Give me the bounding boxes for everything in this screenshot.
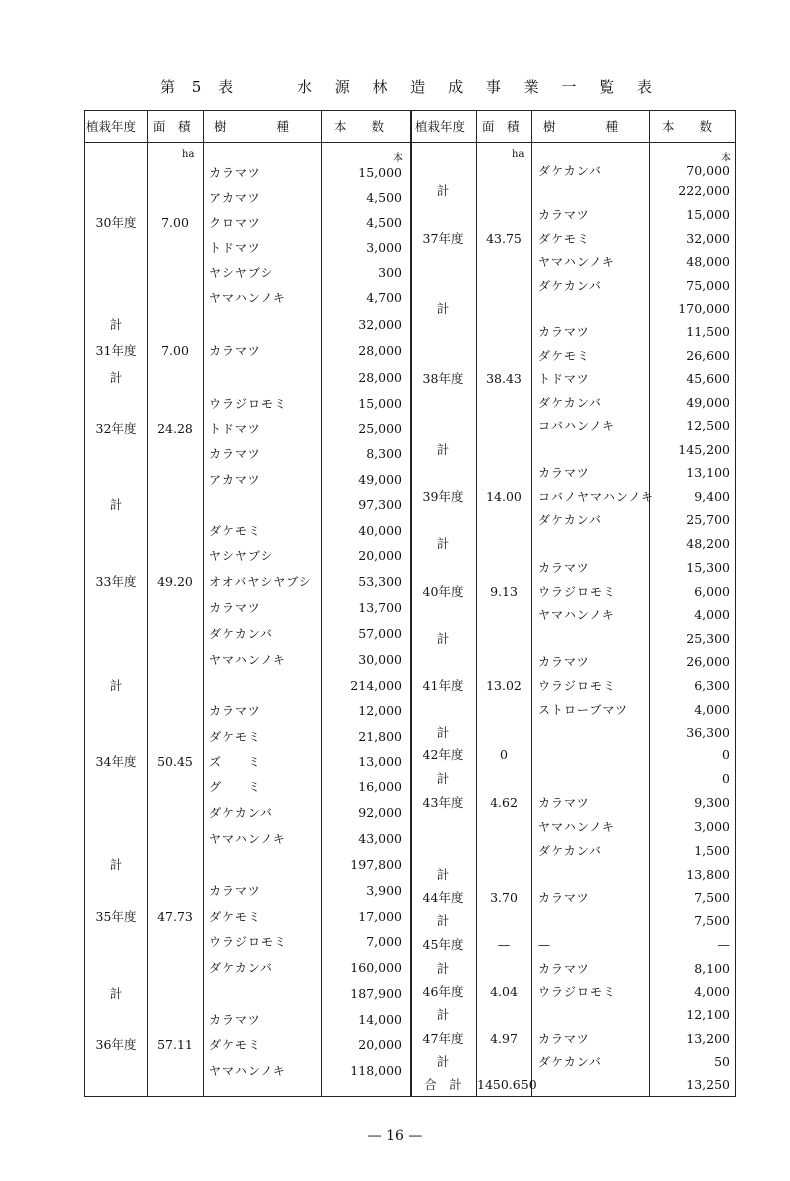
right-year-cell: 47年度 xyxy=(422,1031,464,1046)
left-count-cell: 21,800 xyxy=(358,729,402,744)
right-year-cell: 計 xyxy=(436,961,450,976)
right-species-cell: カラマツ xyxy=(538,1032,590,1046)
right-count-cell: 49,000 xyxy=(686,395,730,410)
right-count-cell: 7,500 xyxy=(694,890,730,905)
right-species-cell: ダケカンバ xyxy=(538,844,602,858)
column-line xyxy=(147,110,148,1097)
left-count-cell: 300 xyxy=(378,265,402,280)
right-species-cell: カラマツ xyxy=(538,796,590,810)
right-area-cell: 14.00 xyxy=(486,489,522,504)
right-year-cell: 計 xyxy=(436,536,450,551)
right-species-cell: ストローブマツ xyxy=(538,703,629,717)
left-count-cell: 197,800 xyxy=(350,857,402,872)
right-area-cell: 0 xyxy=(500,747,508,762)
right-count-cell: 15,300 xyxy=(686,560,730,575)
right-count-cell: 26,600 xyxy=(686,348,730,363)
right-count-cell: 48,200 xyxy=(686,536,730,551)
right-area-cell: 4.04 xyxy=(490,984,518,999)
left-species-cell: ズ ミ xyxy=(209,755,262,769)
right-year-cell: 42年度 xyxy=(422,747,464,762)
left-count-cell: 28,000 xyxy=(358,343,402,358)
header-count-left: 本 数 xyxy=(334,119,385,134)
left-count-cell: 97,300 xyxy=(358,497,402,512)
header-count-right: 本 数 xyxy=(662,119,713,134)
left-count-cell: 16,000 xyxy=(358,779,402,794)
left-species-cell: ダケモミ xyxy=(209,1038,262,1052)
right-year-cell: 計 xyxy=(436,867,450,882)
unit-ha-right: ha xyxy=(512,149,525,160)
left-year-cell: 36年度 xyxy=(95,1037,137,1052)
right-year-cell: 38年度 xyxy=(422,371,464,386)
left-count-cell: 20,000 xyxy=(358,548,402,563)
left-count-cell: 17,000 xyxy=(358,909,402,924)
right-count-cell: 6,000 xyxy=(694,584,730,599)
right-year-cell: 40年度 xyxy=(422,584,464,599)
left-count-cell: 40,000 xyxy=(358,523,402,538)
left-species-cell: トドマツ xyxy=(209,422,261,436)
right-count-cell: 45,600 xyxy=(686,371,730,386)
right-count-cell: 8,100 xyxy=(694,961,730,976)
right-area-cell: 43.75 xyxy=(486,231,522,246)
right-year-cell: 39年度 xyxy=(422,489,464,504)
left-year-cell: 計 xyxy=(109,370,123,385)
left-count-cell: 160,000 xyxy=(350,960,402,975)
right-year-cell: 45年度 xyxy=(422,937,464,952)
right-species-cell: ヤマハンノキ xyxy=(538,608,615,622)
left-year-cell: 計 xyxy=(109,678,123,693)
right-species-cell: ダケカンバ xyxy=(538,396,602,410)
right-species-cell: カラマツ xyxy=(538,466,590,480)
left-species-cell: カラマツ xyxy=(209,1013,261,1027)
left-count-cell: 49,000 xyxy=(358,472,402,487)
right-count-cell: 12,500 xyxy=(686,418,730,433)
right-count-cell: 222,000 xyxy=(678,183,730,198)
table-title: 水 源 林 造 成 事 業 一 覧 表 xyxy=(297,78,661,96)
left-species-cell: ウラジロモミ xyxy=(209,397,288,411)
left-species-cell: カラマツ xyxy=(209,704,261,718)
right-species-cell: ダケカンバ xyxy=(538,1055,602,1069)
left-species-cell: ヤマハンノキ xyxy=(209,1064,286,1078)
left-count-cell: 187,900 xyxy=(350,986,402,1001)
left-count-cell: 14,000 xyxy=(358,1012,402,1027)
left-count-cell: 8,300 xyxy=(366,446,402,461)
left-count-cell: 15,000 xyxy=(358,165,402,180)
right-year-cell: 計 xyxy=(436,442,450,457)
left-species-cell: グ ミ xyxy=(209,780,262,794)
right-count-cell: 145,200 xyxy=(678,442,730,457)
left-species-cell: カラマツ xyxy=(209,344,261,358)
left-count-cell: 57,000 xyxy=(358,626,402,641)
left-area-cell: 7.00 xyxy=(161,343,189,358)
right-count-cell: 0 xyxy=(722,747,730,762)
right-area-cell: — xyxy=(497,937,511,952)
left-area-cell: 49.20 xyxy=(157,574,193,589)
left-species-cell: アカマツ xyxy=(209,191,261,205)
right-year-cell: 44年度 xyxy=(422,890,464,905)
right-species-cell: カラマツ xyxy=(538,891,590,905)
right-species-cell: トドマツ xyxy=(538,372,590,386)
right-species-cell: ヤマハンノキ xyxy=(538,255,615,269)
left-year-cell: 31年度 xyxy=(95,343,137,358)
left-count-cell: 25,000 xyxy=(358,421,402,436)
right-species-cell: カラマツ xyxy=(538,325,590,339)
left-species-cell: ヤシヤブシ xyxy=(209,266,274,280)
unit-ha-left: ha xyxy=(182,149,195,160)
left-species-cell: ヤマハンノキ xyxy=(209,653,286,667)
right-count-cell: 3,000 xyxy=(694,819,730,834)
left-species-cell: ヤシヤブシ xyxy=(209,549,274,563)
left-area-cell: 47.73 xyxy=(157,909,193,924)
left-count-cell: 214,000 xyxy=(350,678,402,693)
right-count-cell: 25,300 xyxy=(686,631,730,646)
right-year-cell: 計 xyxy=(436,913,450,928)
right-year-cell: 41年度 xyxy=(422,678,464,693)
right-year-cell: 計 xyxy=(436,301,450,316)
right-species-cell: ウラジロモミ xyxy=(538,679,617,693)
right-species-cell: カラマツ xyxy=(538,962,590,976)
right-area-cell: 4.62 xyxy=(490,795,518,810)
right-count-cell: 0 xyxy=(722,771,730,786)
right-species-cell: ダケカンバ xyxy=(538,513,602,527)
left-species-cell: ダケカンバ xyxy=(209,806,273,820)
left-count-cell: 12,000 xyxy=(358,703,402,718)
left-area-cell: 7.00 xyxy=(161,215,189,230)
left-count-cell: 118,000 xyxy=(350,1063,402,1078)
right-count-cell: 70,000 xyxy=(686,163,730,178)
right-count-cell: 9,400 xyxy=(694,489,730,504)
left-year-cell: 32年度 xyxy=(95,421,137,436)
left-year-cell: 34年度 xyxy=(95,754,137,769)
left-count-cell: 7,000 xyxy=(366,934,402,949)
right-species-cell: ダケカンバ xyxy=(538,164,602,178)
right-count-cell: 4,000 xyxy=(694,607,730,622)
right-species-cell: ウラジロモミ xyxy=(538,585,617,599)
left-area-cell: 24.28 xyxy=(157,421,193,436)
right-year-cell: 合 計 xyxy=(424,1077,462,1092)
left-year-cell: 30年度 xyxy=(95,215,137,230)
left-species-cell: カラマツ xyxy=(209,601,261,615)
left-count-cell: 15,000 xyxy=(358,396,402,411)
right-count-cell: 4,000 xyxy=(694,984,730,999)
right-count-cell: 75,000 xyxy=(686,278,730,293)
header-area-right: 面 積 xyxy=(482,119,520,134)
right-count-cell: 170,000 xyxy=(678,301,730,316)
right-count-cell: 48,000 xyxy=(686,254,730,269)
right-count-cell: 6,300 xyxy=(694,678,730,693)
right-count-cell: — xyxy=(717,937,730,952)
right-count-cell: 13,250 xyxy=(686,1077,730,1092)
header-area-left: 面 積 xyxy=(153,119,191,134)
left-count-cell: 28,000 xyxy=(358,370,402,385)
right-count-cell: 50 xyxy=(714,1054,730,1069)
left-species-cell: ダケモミ xyxy=(209,524,262,538)
right-count-cell: 25,700 xyxy=(686,512,730,527)
header-year-right: 植栽年度 xyxy=(415,119,466,134)
right-area-cell: 13.02 xyxy=(486,678,522,693)
right-area-cell: 38.43 xyxy=(486,371,522,386)
right-species-cell: ダケモミ xyxy=(538,232,591,246)
left-count-cell: 20,000 xyxy=(358,1037,402,1052)
right-count-cell: 13,200 xyxy=(686,1031,730,1046)
right-year-cell: 37年度 xyxy=(422,231,464,246)
right-count-cell: 15,000 xyxy=(686,207,730,222)
right-area-cell: 1450.650 xyxy=(477,1077,537,1092)
right-species-cell: コバハンノキ xyxy=(538,419,616,433)
right-species-cell: — xyxy=(538,938,551,952)
column-line xyxy=(531,110,532,1097)
right-count-cell: 36,300 xyxy=(686,725,730,740)
left-species-cell: ダケモミ xyxy=(209,910,262,924)
right-count-cell: 26,000 xyxy=(686,654,730,669)
right-species-cell: カラマツ xyxy=(538,208,590,222)
left-count-cell: 3,900 xyxy=(366,883,402,898)
right-count-cell: 32,000 xyxy=(686,231,730,246)
left-count-cell: 30,000 xyxy=(358,652,402,667)
right-area-cell: 3.70 xyxy=(490,890,518,905)
header-year-left: 植栽年度 xyxy=(86,119,137,134)
right-count-cell: 12,100 xyxy=(686,1007,730,1022)
right-count-cell: 13,800 xyxy=(686,867,730,882)
unit-hon-left: 本 xyxy=(393,153,403,164)
left-species-cell: ヤマハンノキ xyxy=(209,832,286,846)
left-species-cell: カラマツ xyxy=(209,166,261,180)
left-species-cell: ダケカンバ xyxy=(209,961,273,975)
left-count-cell: 53,300 xyxy=(358,574,402,589)
left-species-cell: ダケモミ xyxy=(209,730,262,744)
left-count-cell: 13,700 xyxy=(358,600,402,615)
left-count-cell: 4,500 xyxy=(366,215,402,230)
left-count-cell: 43,000 xyxy=(358,831,402,846)
right-species-cell: ダケカンバ xyxy=(538,279,602,293)
left-species-cell: クロマツ xyxy=(209,216,261,230)
right-count-cell: 7,500 xyxy=(694,913,730,928)
right-count-cell: 1,500 xyxy=(694,843,730,858)
table-number: 第 5 表 xyxy=(160,78,240,96)
right-count-cell: 13,100 xyxy=(686,465,730,480)
right-area-cell: 9.13 xyxy=(490,584,518,599)
left-year-cell: 計 xyxy=(109,317,123,332)
right-year-cell: 計 xyxy=(436,1007,450,1022)
right-year-cell: 計 xyxy=(436,1054,450,1069)
left-species-cell: ダケカンバ xyxy=(209,627,273,641)
left-species-cell: カラマツ xyxy=(209,884,261,898)
left-species-cell: オオバヤシヤブシ xyxy=(209,575,312,589)
left-count-cell: 32,000 xyxy=(358,317,402,332)
right-species-cell: カラマツ xyxy=(538,655,590,669)
unit-hon-right: 本 xyxy=(721,153,731,164)
right-count-cell: 4,000 xyxy=(694,702,730,717)
right-species-cell: ヤマハンノキ xyxy=(538,820,615,834)
column-line xyxy=(203,110,204,1097)
right-species-cell: ダケモミ xyxy=(538,349,591,363)
right-count-cell: 11,500 xyxy=(686,324,730,339)
left-count-cell: 4,500 xyxy=(366,190,402,205)
left-count-cell: 4,700 xyxy=(366,290,402,305)
left-year-cell: 計 xyxy=(109,497,123,512)
right-species-cell: ウラジロモミ xyxy=(538,985,617,999)
left-count-cell: 92,000 xyxy=(358,805,402,820)
left-count-cell: 3,000 xyxy=(366,240,402,255)
header-species-right: 樹 種 xyxy=(543,119,619,134)
left-species-cell: トドマツ xyxy=(209,241,261,255)
left-area-cell: 57.11 xyxy=(157,1037,193,1052)
left-year-cell: 計 xyxy=(109,857,123,872)
right-year-cell: 計 xyxy=(436,631,450,646)
right-year-cell: 計 xyxy=(436,725,450,740)
right-year-cell: 43年度 xyxy=(422,795,464,810)
left-area-cell: 50.45 xyxy=(157,754,193,769)
page-number: — 16 — xyxy=(367,1128,423,1144)
right-year-cell: 46年度 xyxy=(422,984,464,999)
right-species-cell: コバノヤマハンノキ xyxy=(538,490,654,504)
right-species-cell: カラマツ xyxy=(538,561,590,575)
left-species-cell: ウラジロモミ xyxy=(209,935,288,949)
left-year-cell: 33年度 xyxy=(95,574,137,589)
left-count-cell: 13,000 xyxy=(358,754,402,769)
left-species-cell: ヤマハンノキ xyxy=(209,291,286,305)
right-count-cell: 9,300 xyxy=(694,795,730,810)
left-species-cell: アカマツ xyxy=(209,473,261,487)
right-year-cell: 計 xyxy=(436,771,450,786)
right-year-cell: 計 xyxy=(436,183,450,198)
left-year-cell: 35年度 xyxy=(95,909,137,924)
left-species-cell: カラマツ xyxy=(209,447,261,461)
right-area-cell: 4.97 xyxy=(490,1031,518,1046)
left-year-cell: 計 xyxy=(109,986,123,1001)
header-species-left: 樹 種 xyxy=(214,119,290,134)
